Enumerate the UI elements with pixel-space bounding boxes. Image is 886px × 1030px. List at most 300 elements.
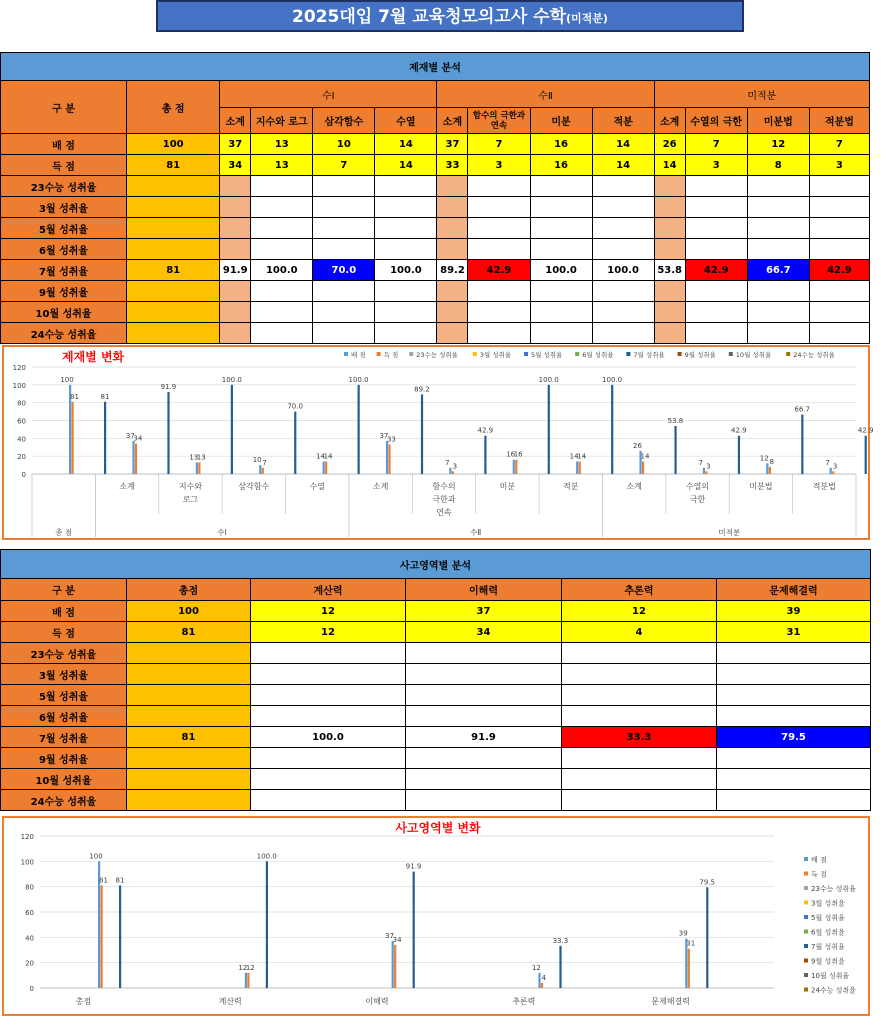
table-cell: [654, 218, 685, 239]
table-cell: [562, 664, 717, 685]
chart-bar: [245, 973, 247, 988]
table-cell: [562, 790, 717, 811]
table-cell: [562, 706, 717, 727]
chart-bar: [358, 385, 360, 474]
legend-swatch: [524, 352, 528, 356]
table-cell: [717, 706, 871, 727]
y-tick-label: 120: [12, 364, 26, 372]
table-cell: [562, 685, 717, 706]
chart-bar: [247, 973, 249, 988]
data-label: 12: [759, 454, 769, 463]
table-cell: [251, 664, 406, 685]
table-cell: [251, 748, 406, 769]
table-cell: [530, 239, 592, 260]
subtopic-header: 삼각함수: [313, 108, 375, 134]
data-label: 16: [506, 450, 516, 459]
table-cell: [654, 281, 685, 302]
table-cell: [251, 706, 406, 727]
chart-bar: [421, 394, 423, 474]
table-cell: [406, 664, 562, 685]
table-cell: [313, 302, 375, 323]
thinking-column-header: 이해력: [406, 579, 562, 601]
chart-bar: [294, 412, 296, 474]
table-cell: 14: [375, 134, 437, 155]
legend-label: 배 점: [351, 351, 366, 359]
table-cell: [437, 323, 468, 344]
table-cell: 3: [685, 155, 747, 176]
table-cell: 3: [468, 155, 530, 176]
legend-label: 3월 성취율: [811, 899, 845, 908]
data-label: 14: [569, 452, 579, 461]
table-cell: 33.3: [562, 727, 717, 748]
data-label: 14: [640, 452, 650, 461]
row-total: [127, 664, 251, 685]
table-cell: 7: [468, 134, 530, 155]
legend-label: 10월 성취율: [811, 972, 850, 980]
table-cell: [685, 281, 747, 302]
table-cell: [313, 323, 375, 344]
row-label: 24수능 성취율: [1, 790, 127, 811]
table-cell: [313, 239, 375, 260]
category-label: 이해력: [365, 997, 389, 1006]
table-cell: [313, 281, 375, 302]
table-cell: 53.8: [654, 260, 685, 281]
data-label: 26: [633, 441, 642, 450]
table-row: [1, 176, 870, 197]
table-cell: [747, 323, 809, 344]
table-cell: [251, 323, 313, 344]
data-label: 34: [392, 935, 402, 944]
data-label: 7: [445, 458, 450, 467]
table-cell: [654, 176, 685, 197]
table-row: [1, 155, 870, 176]
legend-swatch: [377, 352, 381, 356]
table-cell: 14: [592, 134, 654, 155]
table-cell: 14: [592, 155, 654, 176]
table-cell: [592, 176, 654, 197]
table-cell: 12: [562, 601, 717, 622]
data-label: 4: [541, 973, 547, 982]
y-tick-label: 120: [20, 833, 34, 841]
row-total: [127, 643, 251, 664]
row-label: 10월 성취율: [1, 302, 127, 323]
table-cell: [717, 790, 871, 811]
data-label: 3: [706, 462, 711, 471]
table-cell: [592, 281, 654, 302]
table-row: [1, 281, 870, 302]
table-cell: [468, 239, 530, 260]
data-label: 53.8: [667, 417, 684, 426]
legend-swatch: [678, 352, 682, 356]
table-cell: [530, 218, 592, 239]
table-cell: [220, 281, 251, 302]
table-cell: [592, 239, 654, 260]
table-cell: 39: [717, 601, 871, 622]
y-tick-label: 20: [25, 959, 34, 968]
subtopic-header: 미분법: [747, 108, 809, 134]
chart-bar: [538, 973, 540, 988]
row-total: [127, 218, 220, 239]
table-cell: [220, 218, 251, 239]
report-title-main: 2025대입 7월 교육청모의고사 수학: [292, 7, 567, 27]
table-cell: [717, 643, 871, 664]
category-label: 소계: [119, 482, 135, 491]
table-cell: [592, 218, 654, 239]
topic-total-header: 총 점: [127, 81, 220, 134]
legend-swatch: [804, 988, 808, 992]
table-cell: [809, 218, 869, 239]
chart-bar: [688, 949, 690, 988]
table-cell: [406, 643, 562, 664]
subtopic-header: 소계: [654, 108, 685, 134]
table-cell: [251, 302, 313, 323]
table-cell: [562, 769, 717, 790]
chart-bar: [541, 983, 543, 988]
row-total: [127, 323, 220, 344]
chart-bar: [196, 462, 198, 474]
table-cell: 16: [530, 134, 592, 155]
table-cell: [685, 302, 747, 323]
category-label: 소계: [626, 482, 642, 491]
data-label: 37: [125, 432, 135, 441]
row-total: 100: [127, 134, 220, 155]
table-cell: [468, 176, 530, 197]
group-label: 미적분: [718, 528, 741, 537]
row-label: 9월 성취율: [1, 748, 127, 769]
table-cell: 79.5: [717, 727, 871, 748]
table-cell: [592, 197, 654, 218]
chart-bar: [101, 885, 103, 988]
data-label: 66.7: [794, 405, 811, 414]
subtopic-header: 소계: [437, 108, 468, 134]
chart-bar: [262, 468, 264, 474]
table-cell: [437, 176, 468, 197]
table-cell: [685, 323, 747, 344]
data-label: 100: [60, 375, 74, 384]
table-cell: [747, 176, 809, 197]
group-header-su1: 수Ⅰ: [220, 81, 437, 108]
table-cell: [654, 239, 685, 260]
row-total: [127, 790, 251, 811]
row-total: [127, 706, 251, 727]
category-label: 지수와: [178, 482, 203, 491]
row-total: 81: [127, 622, 251, 643]
data-label: 70.0: [287, 402, 303, 411]
thinking-section-title: 사고영역별 분석: [1, 550, 871, 579]
row-total: [127, 176, 220, 197]
table-cell: 7: [685, 134, 747, 155]
data-label: 79.5: [699, 878, 715, 887]
table-cell: 12: [251, 622, 406, 643]
table-cell: [592, 323, 654, 344]
category-label: 극한: [689, 495, 706, 504]
category-label: 극한과: [432, 495, 456, 504]
chart-bar: [119, 885, 121, 988]
y-tick-label: 0: [21, 471, 26, 479]
data-label: 12: [238, 963, 248, 972]
table-cell: [406, 685, 562, 706]
table-row: [1, 706, 871, 727]
table-row: [1, 685, 871, 706]
table-cell: [530, 197, 592, 218]
chart-bar: [72, 402, 74, 474]
row-total: 81: [127, 727, 251, 748]
data-label: 81: [70, 392, 79, 401]
y-tick-label: 40: [17, 435, 26, 444]
table-row: [1, 239, 870, 260]
table-cell: [375, 176, 437, 197]
table-cell: [375, 218, 437, 239]
legend-label: 9월 성취율: [811, 957, 845, 966]
table-cell: 37: [220, 134, 251, 155]
table-cell: [530, 323, 592, 344]
data-label: 10: [252, 456, 262, 465]
legend-swatch: [804, 901, 808, 905]
category-label: 적분: [563, 482, 579, 491]
table-row: [1, 727, 871, 748]
row-label: 3월 성취율: [1, 197, 127, 218]
data-label: 7: [698, 458, 704, 467]
data-label: 13: [189, 453, 199, 462]
data-label: 3: [832, 462, 838, 471]
category-label: 적분법: [812, 482, 836, 491]
chart-bar: [769, 467, 771, 474]
table-cell: [375, 323, 437, 344]
row-total: [127, 685, 251, 706]
chart-bar: [104, 402, 106, 474]
row-total: [127, 748, 251, 769]
table-cell: [809, 176, 869, 197]
legend-swatch: [344, 352, 348, 356]
row-label: 23수능 성취율: [1, 176, 127, 197]
table-cell: [747, 197, 809, 218]
table-cell: [717, 769, 871, 790]
table-row: [1, 643, 871, 664]
chart-bar: [413, 872, 415, 988]
table-cell: [437, 218, 468, 239]
data-label: 100.0: [602, 375, 623, 384]
topic-gubun-header: 구 분: [1, 81, 127, 134]
table-cell: 100.0: [375, 260, 437, 281]
table-cell: [251, 790, 406, 811]
legend-swatch: [804, 886, 808, 890]
table-cell: 31: [717, 622, 871, 643]
data-label: 3: [452, 462, 458, 471]
table-cell: [468, 323, 530, 344]
data-label: 14: [316, 452, 325, 461]
topic-chart: [4, 347, 874, 538]
y-tick-label: 0: [29, 985, 34, 993]
data-label: 14: [577, 452, 587, 461]
table-row: [1, 260, 870, 281]
legend-label: 6월 성취율: [582, 351, 614, 359]
row-label: 득 점: [1, 155, 127, 176]
table-cell: [468, 218, 530, 239]
table-cell: [530, 281, 592, 302]
data-label: 100.0: [221, 375, 242, 384]
legend-swatch: [575, 352, 579, 356]
row-label: 6월 성취율: [1, 706, 127, 727]
category-label: 문제해결력: [651, 997, 690, 1006]
table-cell: [375, 302, 437, 323]
data-label: 31: [686, 939, 696, 948]
table-cell: [809, 302, 869, 323]
table-cell: [747, 239, 809, 260]
legend-swatch: [626, 352, 630, 356]
table-cell: 26: [654, 134, 685, 155]
chart-bar: [452, 471, 454, 474]
table-row: [1, 790, 871, 811]
category-label: 소계: [372, 482, 389, 491]
topic-analysis-table: [0, 52, 870, 344]
data-label: 8: [769, 457, 774, 466]
table-cell: 14: [654, 155, 685, 176]
data-label: 100.0: [538, 375, 559, 384]
legend-label: 5월 성취율: [531, 351, 563, 359]
data-label: 42.9: [477, 426, 494, 435]
table-cell: 16: [530, 155, 592, 176]
legend-label: 9월 성취율: [684, 351, 716, 359]
thinking-analysis-table: [0, 549, 871, 811]
y-tick-label: 80: [17, 399, 26, 408]
row-total: 81: [127, 155, 220, 176]
table-cell: [809, 197, 869, 218]
chart-bar: [259, 465, 261, 474]
table-cell: 66.7: [747, 260, 809, 281]
table-cell: [251, 176, 313, 197]
table-cell: [251, 685, 406, 706]
table-cell: [437, 281, 468, 302]
legend-swatch: [786, 352, 790, 356]
table-cell: [592, 302, 654, 323]
table-cell: 4: [562, 622, 717, 643]
table-row: [1, 748, 871, 769]
chart-bar: [801, 415, 803, 474]
chart-bar: [231, 385, 233, 474]
subtopic-header: 수열의 극한: [685, 108, 747, 134]
table-cell: 91.9: [406, 727, 562, 748]
table-cell: 37: [437, 134, 468, 155]
table-cell: [406, 706, 562, 727]
table-cell: [530, 176, 592, 197]
table-cell: [437, 197, 468, 218]
data-label: 81: [99, 876, 108, 885]
chart-bar: [449, 468, 451, 474]
row-total: [127, 769, 251, 790]
chart-bar: [766, 463, 768, 474]
table-cell: 34: [220, 155, 251, 176]
chart-bar: [576, 462, 578, 474]
chart-title: 제재별 변화: [62, 350, 125, 364]
table-cell: [406, 769, 562, 790]
table-row: [1, 601, 871, 622]
y-tick-label: 100: [20, 858, 34, 867]
table-cell: 14: [375, 155, 437, 176]
table-cell: [313, 197, 375, 218]
table-cell: [375, 281, 437, 302]
table-cell: [468, 281, 530, 302]
chart-bar: [515, 460, 517, 474]
chart-bar: [865, 436, 867, 474]
table-cell: [685, 239, 747, 260]
table-cell: [437, 239, 468, 260]
chart-bar: [579, 462, 581, 474]
table-cell: 7: [809, 134, 869, 155]
chart-bar: [705, 471, 707, 474]
category-label: 수열의: [685, 482, 710, 491]
table-cell: [406, 790, 562, 811]
topic-chart-panel: [2, 345, 874, 540]
topic-section-title: 제재별 분석: [1, 53, 870, 81]
data-label: 91.9: [405, 862, 422, 871]
legend-label: 7월 성취율: [811, 943, 845, 951]
chart-bar: [167, 392, 169, 474]
data-label: 81: [115, 876, 125, 885]
chart-bar: [738, 436, 740, 474]
data-label: 16: [513, 450, 523, 459]
group-label: 수Ⅰ: [217, 528, 227, 537]
table-cell: [747, 218, 809, 239]
table-cell: [251, 218, 313, 239]
table-cell: 100.0: [251, 727, 406, 748]
chart-bar: [642, 462, 644, 474]
table-cell: 100.0: [251, 260, 313, 281]
table-cell: [220, 197, 251, 218]
table-row: [1, 769, 871, 790]
table-cell: 42.9: [809, 260, 869, 281]
data-label: 7: [262, 458, 267, 467]
table-cell: 12: [251, 601, 406, 622]
chart-bar: [832, 471, 834, 474]
table-cell: [685, 176, 747, 197]
chart-title: 사고영역별 변화: [395, 821, 481, 835]
table-cell: [562, 748, 717, 769]
table-row: [1, 622, 871, 643]
group-header-calculus: 미적분: [654, 81, 869, 108]
table-cell: 8: [747, 155, 809, 176]
table-cell: [717, 748, 871, 769]
category-label: 함수의: [432, 482, 456, 491]
table-cell: 70.0: [313, 260, 375, 281]
legend-swatch: [804, 944, 808, 948]
table-cell: [717, 664, 871, 685]
legend-label: 5월 성취율: [811, 914, 845, 922]
row-total: 81: [127, 260, 220, 281]
table-cell: [251, 197, 313, 218]
table-cell: [220, 323, 251, 344]
table-row: [1, 197, 870, 218]
table-cell: [747, 281, 809, 302]
data-label: 33.3: [552, 936, 569, 945]
legend-label: 24수능 성취율: [793, 351, 835, 359]
subtopic-header: 함수의 극한과 연속: [468, 108, 530, 134]
data-label: 91.9: [160, 383, 177, 392]
row-label: 23수능 성취율: [1, 643, 127, 664]
table-cell: [654, 323, 685, 344]
y-tick-label: 80: [25, 883, 34, 892]
table-row: [1, 134, 870, 155]
data-label: 37: [385, 932, 395, 941]
table-cell: [313, 176, 375, 197]
chart-bar: [548, 385, 550, 474]
table-cell: [654, 197, 685, 218]
subtopic-header: 적분법: [809, 108, 869, 134]
table-row: [1, 323, 870, 344]
chart-bar: [674, 426, 676, 474]
table-cell: 42.9: [685, 260, 747, 281]
table-cell: [220, 302, 251, 323]
table-cell: 89.2: [437, 260, 468, 281]
